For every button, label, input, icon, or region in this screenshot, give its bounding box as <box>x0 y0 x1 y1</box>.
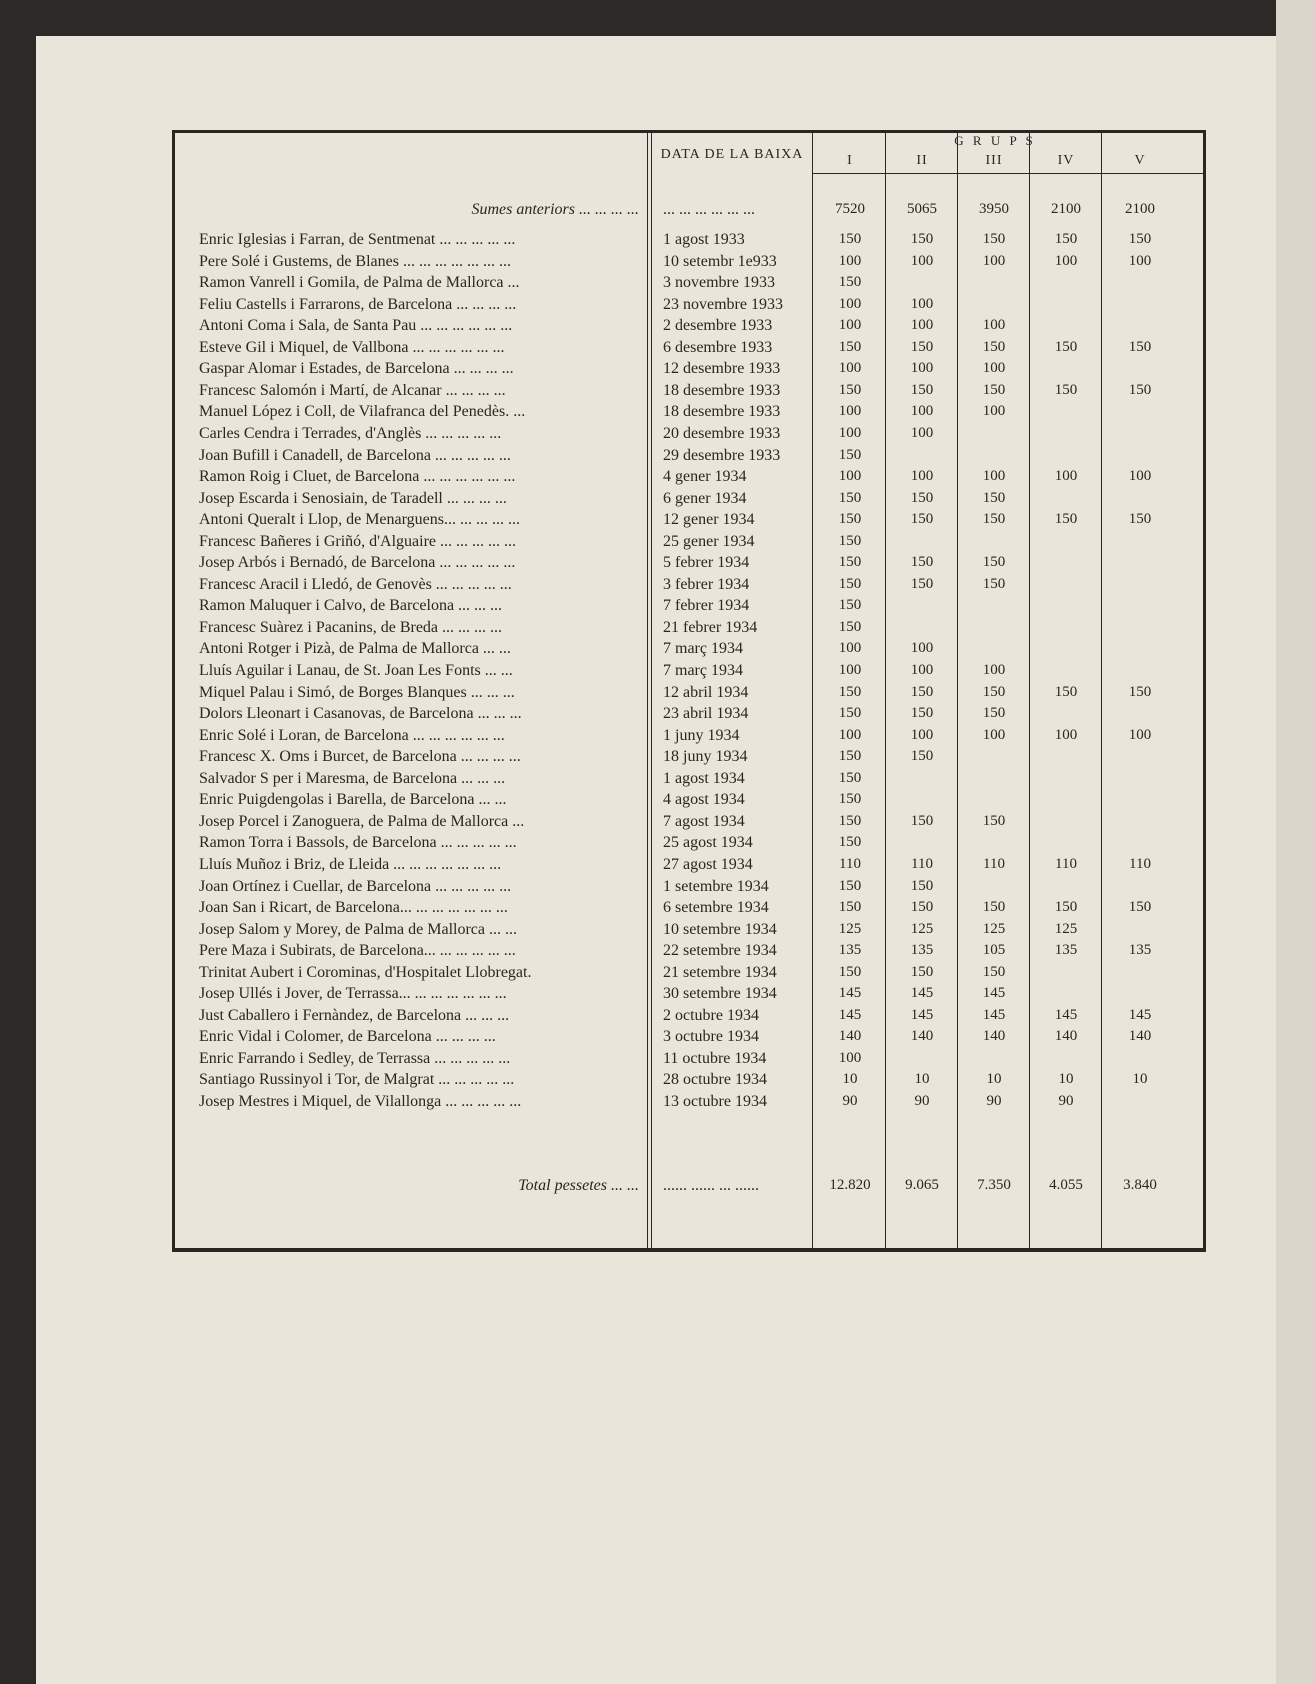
row-name: Pere Maza i Subirats, de Barcelona... ... ... ... ... ... <box>199 942 516 960</box>
row-date: 1 setembre 1934 <box>663 877 769 895</box>
row-value-group-1: 145 <box>838 985 862 1002</box>
row-name: Joan Bufill i Canadell, de Barcelona ... ... ... ... ... <box>199 446 511 464</box>
group-header-i: I <box>847 153 853 168</box>
group-header-iv: IV <box>1057 153 1075 168</box>
row-name: Enric Solé i Loran, de Barcelona ... ... ... ... ... ... <box>199 726 505 744</box>
row-name: Just Caballero i Fernàndez, de Barcelona ... ... ... <box>199 1006 510 1024</box>
row-value-group-3: 150 <box>982 963 1006 980</box>
row-value-group-2: 140 <box>910 1028 934 1045</box>
row-value-group-1: 150 <box>838 705 862 722</box>
row-date: 6 setembre 1934 <box>663 899 769 917</box>
row-name: Lluís Muñoz i Briz, de Lleida ... ... ... ... ... ... ... <box>199 855 502 873</box>
sumes-value: 2100 <box>1051 201 1081 217</box>
total-value: 7.350 <box>977 1177 1011 1193</box>
row-value-group-2: 135 <box>910 942 934 959</box>
row-date: 18 desembre 1933 <box>663 403 781 421</box>
row-date: 1 agost 1934 <box>663 769 745 787</box>
row-value-group-2: 150 <box>910 489 934 506</box>
row-date: 21 febrer 1934 <box>663 618 758 636</box>
row-value-group-4: 145 <box>1054 1006 1078 1023</box>
row-name: Francesc X. Oms i Burcet, de Barcelona ... ... ... ... <box>199 748 521 766</box>
document-page <box>36 36 1276 1684</box>
row-value-group-1: 100 <box>838 726 862 743</box>
row-value-group-4: 110 <box>1055 855 1077 872</box>
table-row <box>175 401 1203 423</box>
row-value-group-1: 10 <box>842 1071 858 1088</box>
row-value-group-4: 150 <box>1054 231 1078 247</box>
table-row <box>175 251 1203 273</box>
row-date: 20 desembre 1933 <box>663 424 781 442</box>
row-value-group-1: 150 <box>838 812 862 829</box>
row-value-group-1: 150 <box>838 618 862 635</box>
row-date: 3 octubre 1934 <box>663 1028 759 1046</box>
row-value-group-3: 145 <box>982 1006 1006 1023</box>
row-value-group-1: 150 <box>838 769 862 786</box>
row-value-group-4: 150 <box>1054 381 1078 398</box>
total-value: 9.065 <box>905 1177 939 1193</box>
row-name: Carles Cendra i Terrades, d'Anglès ... ... ... ... ... <box>199 424 502 442</box>
row-value-group-1: 150 <box>838 554 862 571</box>
row-name: Santiago Russinyol i Tor, de Malgrat ... ... ... ... ... <box>199 1071 515 1089</box>
row-date: 30 setembre 1934 <box>663 985 777 1003</box>
date-column-header: DATA DE LA BAIXA <box>660 147 804 162</box>
table-row <box>175 509 1203 531</box>
table-row <box>175 315 1203 337</box>
table-row <box>175 423 1203 445</box>
group-header-ii: II <box>916 153 928 168</box>
row-value-group-1: 100 <box>838 424 862 441</box>
row-value-group-2: 100 <box>910 424 934 441</box>
row-value-group-5: 100 <box>1128 726 1152 743</box>
sumes-value: 3950 <box>979 201 1009 217</box>
row-value-group-2: 150 <box>910 511 934 528</box>
row-name: Miquel Palau i Simó, de Borges Blanques ... ... ... <box>199 683 515 701</box>
table-row <box>175 1026 1203 1048</box>
table-row <box>175 595 1203 617</box>
table-row <box>175 789 1203 811</box>
row-date: 2 octubre 1934 <box>663 1006 759 1024</box>
row-name: Enric Puigdengolas i Barella, de Barcelona ... ... <box>199 791 507 809</box>
row-value-group-1: 100 <box>838 252 862 269</box>
row-value-group-2: 150 <box>910 554 934 571</box>
row-value-group-1: 135 <box>838 942 862 959</box>
row-value-group-1: 150 <box>838 511 862 528</box>
row-value-group-3: 150 <box>982 575 1006 592</box>
row-date: 3 novembre 1933 <box>663 274 775 292</box>
group-header-v: V <box>1134 153 1146 168</box>
row-date: 28 octubre 1934 <box>663 1071 767 1089</box>
row-value-group-3: 150 <box>982 705 1006 722</box>
row-value-group-4: 125 <box>1054 920 1078 937</box>
row-value-group-1: 150 <box>838 748 862 765</box>
row-name: Ramon Maluquer i Calvo, de Barcelona ... ... ... <box>199 597 503 615</box>
row-value-group-2: 10 <box>914 1071 930 1088</box>
row-date: 6 desembre 1933 <box>663 338 773 356</box>
row-value-group-3: 150 <box>982 511 1006 528</box>
row-date: 25 gener 1934 <box>663 532 755 550</box>
row-name: Lluís Aguilar i Lanau, de St. Joan Les Fonts ... ... <box>199 662 513 679</box>
row-value-group-2: 100 <box>910 252 934 269</box>
table-row <box>175 746 1203 768</box>
table-row <box>175 768 1203 790</box>
row-value-group-1: 150 <box>838 381 862 398</box>
row-value-group-2: 150 <box>910 812 934 829</box>
row-value-group-3: 90 <box>986 1093 1002 1109</box>
row-value-group-1: 110 <box>839 855 861 872</box>
row-value-group-1: 150 <box>838 446 862 463</box>
row-value-group-2: 100 <box>910 726 934 743</box>
row-value-group-3: 145 <box>982 985 1006 1002</box>
row-value-group-1: 100 <box>838 317 862 334</box>
row-value-group-2: 110 <box>911 855 933 872</box>
table-row <box>175 445 1203 467</box>
row-value-group-5: 10 <box>1132 1071 1148 1088</box>
table-row <box>175 294 1203 316</box>
row-value-group-2: 100 <box>910 360 934 377</box>
row-value-group-5: 150 <box>1128 231 1152 247</box>
table-row <box>175 380 1203 402</box>
row-value-group-2: 150 <box>910 748 934 765</box>
sumes-value: 7520 <box>835 201 865 217</box>
row-value-group-4: 10 <box>1058 1071 1074 1088</box>
row-value-group-3: 100 <box>982 360 1006 377</box>
row-value-group-3: 125 <box>982 920 1006 937</box>
row-value-group-1: 150 <box>838 834 862 851</box>
row-value-group-3: 100 <box>982 662 1006 678</box>
row-name: Francesc Suàrez i Pacanins, de Breda ... ... ... ... <box>199 618 503 636</box>
row-value-group-4: 135 <box>1054 942 1078 959</box>
table-row <box>175 682 1203 704</box>
row-value-group-3: 150 <box>982 812 1006 829</box>
row-value-group-3: 100 <box>982 726 1006 743</box>
row-value-group-2: 150 <box>910 963 934 980</box>
row-value-group-1: 100 <box>838 403 862 420</box>
row-name: Antoni Coma i Sala, de Santa Pau ... ... ... ... ... ... <box>199 317 513 335</box>
total-value: 3.840 <box>1123 1177 1157 1193</box>
row-value-group-5: 150 <box>1128 511 1152 528</box>
table-row <box>175 1069 1203 1091</box>
row-value-group-3: 10 <box>986 1071 1002 1088</box>
row-name: Pere Solé i Gustems, de Blanes ... ... ... ... ... ... ... <box>199 252 511 270</box>
row-value-group-5: 145 <box>1128 1006 1152 1023</box>
row-value-group-1: 150 <box>838 274 862 291</box>
table-row <box>175 552 1203 574</box>
table-row <box>175 358 1203 380</box>
row-value-group-2: 100 <box>910 468 934 485</box>
row-date: 10 setembr 1e933 <box>663 252 777 270</box>
row-date: 13 octubre 1934 <box>663 1093 767 1110</box>
row-value-group-3: 150 <box>982 683 1006 700</box>
row-name: Josep Ullés i Jover, de Terrassa... ... ... ... ... ... ... <box>199 985 507 1003</box>
row-name: Josep Mestres i Miquel, de Vilallonga ... ... ... ... ... <box>199 1093 522 1110</box>
row-name: Esteve Gil i Miquel, de Vallbona ... ... ... ... ... ... <box>199 338 505 356</box>
grups-header: G R U P S <box>954 133 1036 148</box>
row-value-group-2: 145 <box>910 985 934 1002</box>
row-value-group-2: 100 <box>910 317 934 334</box>
row-value-group-1: 150 <box>838 963 862 980</box>
total-value: 4.055 <box>1049 1177 1083 1193</box>
row-value-group-1: 100 <box>838 640 862 657</box>
row-value-group-3: 140 <box>982 1028 1006 1045</box>
row-value-group-1: 90 <box>842 1093 858 1109</box>
row-date: 1 agost 1933 <box>663 231 745 248</box>
row-date: 23 novembre 1933 <box>663 295 783 313</box>
row-value-group-4: 100 <box>1054 468 1078 485</box>
row-date: 25 agost 1934 <box>663 834 753 852</box>
row-value-group-5: 150 <box>1128 683 1152 700</box>
row-name: Ramon Vanrell i Gomila, de Palma de Mallorca ... <box>199 274 520 292</box>
row-value-group-1: 150 <box>838 899 862 916</box>
row-date: 18 juny 1934 <box>663 748 748 766</box>
row-name: Joan Ortínez i Cuellar, de Barcelona ... ... ... ... ... <box>199 877 512 895</box>
table-row <box>175 1005 1203 1027</box>
row-name: Gaspar Alomar i Estades, de Barcelona ... ... ... ... <box>199 360 514 378</box>
table-row <box>175 1048 1203 1070</box>
row-date: 27 agost 1934 <box>663 855 753 873</box>
row-date: 5 febrer 1934 <box>663 554 750 572</box>
row-value-group-2: 100 <box>910 662 934 678</box>
row-date: 11 octubre 1934 <box>663 1049 767 1067</box>
row-value-group-2: 150 <box>910 899 934 916</box>
table-row <box>175 703 1203 725</box>
row-name: Josep Salom y Morey, de Palma de Mallorca ... ... <box>199 920 518 938</box>
row-value-group-1: 150 <box>838 338 862 355</box>
sumes-date: ... ... ... ... ... ... <box>663 201 755 218</box>
table-row <box>175 725 1203 747</box>
row-date: 21 setembre 1934 <box>663 963 777 981</box>
row-name: Ramon Torra i Bassols, de Barcelona ... ... ... ... ... <box>199 834 517 852</box>
row-value-group-4: 90 <box>1058 1093 1074 1109</box>
row-date: 18 desembre 1933 <box>663 381 781 399</box>
row-date: 7 febrer 1934 <box>663 597 750 615</box>
row-value-group-4: 150 <box>1054 899 1078 916</box>
row-name: Francesc Salomón i Martí, de Alcanar ... ... ... ... <box>199 381 506 399</box>
row-date: 22 setembre 1934 <box>663 942 777 960</box>
row-date: 7 agost 1934 <box>663 812 745 830</box>
sumes-label: Sumes anteriors ... ... ... ... <box>471 201 639 218</box>
row-value-group-5: 150 <box>1128 338 1152 355</box>
total-value: 12.820 <box>829 1177 871 1193</box>
row-value-group-4: 150 <box>1054 683 1078 700</box>
row-name: Francesc Bañeres i Griñó, d'Alguaire ... ... ... ... ... <box>199 532 517 550</box>
row-value-group-3: 150 <box>982 554 1006 571</box>
group-header-iii: III <box>985 153 1003 168</box>
row-value-group-4: 100 <box>1054 252 1078 269</box>
row-date: 12 gener 1934 <box>663 511 755 529</box>
row-value-group-4: 140 <box>1054 1028 1078 1045</box>
sumes-row <box>175 199 1203 221</box>
row-value-group-2: 100 <box>910 640 934 657</box>
table-row <box>175 832 1203 854</box>
row-value-group-3: 105 <box>982 942 1006 959</box>
row-value-group-2: 150 <box>910 877 934 894</box>
row-value-group-3: 100 <box>982 317 1006 334</box>
table-row <box>175 962 1203 984</box>
sumes-value: 2100 <box>1125 201 1155 217</box>
table-row <box>175 940 1203 962</box>
header-rule <box>812 173 1203 174</box>
table-row <box>175 1091 1203 1113</box>
row-value-group-2: 150 <box>910 705 934 722</box>
row-value-group-2: 145 <box>910 1006 934 1023</box>
total-label: Total pessetes ... ... <box>518 1177 639 1194</box>
row-value-group-1: 150 <box>838 791 862 808</box>
row-value-group-1: 150 <box>838 683 862 700</box>
row-name: Josep Escarda i Senosiain, de Taradell ... ... ... ... <box>199 489 507 507</box>
row-date: 4 gener 1934 <box>663 468 747 486</box>
row-name: Feliu Castells i Farrarons, de Barcelona ... ... ... ... <box>199 295 517 313</box>
row-value-group-3: 110 <box>983 855 1005 872</box>
sumes-value: 5065 <box>907 201 937 217</box>
row-date: 4 agost 1934 <box>663 791 745 809</box>
total-date: ...... ...... ... ...... <box>663 1177 759 1194</box>
row-name: Antoni Queralt i Llop, de Menarguens... ... ... ... ... <box>199 511 520 529</box>
row-date: 12 desembre 1933 <box>663 360 781 378</box>
row-value-group-4: 150 <box>1054 511 1078 528</box>
table-row <box>175 983 1203 1005</box>
row-value-group-2: 100 <box>910 403 934 420</box>
row-value-group-4: 100 <box>1054 726 1078 743</box>
row-name: Enric Farrando i Sedley, de Terrassa ... ... ... ... ... <box>199 1049 511 1067</box>
row-name: Josep Porcel i Zanoguera, de Palma de Mallorca ... <box>199 812 525 830</box>
row-date: 12 abril 1934 <box>663 683 749 701</box>
row-value-group-4: 150 <box>1054 338 1078 355</box>
row-value-group-3: 150 <box>982 231 1006 247</box>
table-row <box>175 488 1203 510</box>
row-name: Ramon Roig i Cluet, de Barcelona ... ... ... ... ... ... <box>199 468 516 486</box>
row-date: 3 febrer 1934 <box>663 575 750 593</box>
row-value-group-1: 150 <box>838 575 862 592</box>
row-name: Antoni Rotger i Pizà, de Palma de Mallorca ... ... <box>199 640 511 658</box>
table-row <box>175 337 1203 359</box>
row-name: Enric Vidal i Colomer, de Barcelona ... ... ... ... <box>199 1028 496 1046</box>
table-row <box>175 466 1203 488</box>
table-row <box>175 660 1203 682</box>
table-row <box>175 811 1203 833</box>
table-row <box>175 617 1203 639</box>
row-name: Salvador S per i Maresma, de Barcelona ... ... ... <box>199 769 506 787</box>
row-date: 1 juny 1934 <box>663 726 740 744</box>
row-name: Francesc Aracil i Lledó, de Genovès ... ... ... ... ... <box>199 575 512 593</box>
row-value-group-5: 100 <box>1128 468 1152 485</box>
row-value-group-2: 90 <box>914 1093 930 1109</box>
row-value-group-1: 100 <box>838 1049 862 1066</box>
row-value-group-3: 100 <box>982 252 1006 269</box>
row-value-group-2: 150 <box>910 575 934 592</box>
row-value-group-1: 100 <box>838 662 862 678</box>
row-value-group-1: 100 <box>838 295 862 312</box>
row-value-group-2: 125 <box>910 920 934 937</box>
row-value-group-2: 150 <box>910 381 934 398</box>
row-value-group-1: 145 <box>838 1006 862 1023</box>
row-value-group-3: 150 <box>982 489 1006 506</box>
row-value-group-3: 150 <box>982 899 1006 916</box>
row-value-group-3: 150 <box>982 338 1006 355</box>
row-value-group-5: 150 <box>1128 899 1152 916</box>
row-date: 7 març 1934 <box>663 662 743 679</box>
row-date: 7 març 1934 <box>663 640 743 658</box>
row-value-group-1: 100 <box>838 360 862 377</box>
row-value-group-1: 140 <box>838 1028 862 1045</box>
row-name: Joan San i Ricart, de Barcelona... ... ... ... ... ... ... <box>199 899 508 917</box>
row-value-group-2: 150 <box>910 338 934 355</box>
row-value-group-1: 100 <box>838 468 862 485</box>
row-value-group-5: 135 <box>1128 942 1152 959</box>
row-value-group-5: 140 <box>1128 1028 1152 1045</box>
table-row <box>175 897 1203 919</box>
row-value-group-2: 150 <box>910 683 934 700</box>
table-row <box>175 854 1203 876</box>
row-date: 2 desembre 1933 <box>663 317 773 335</box>
row-name: Manuel López i Coll, de Vilafranca del Penedès. ... <box>199 403 526 421</box>
row-name: Enric Iglesias i Farran, de Sentmenat ... ... ... ... ... <box>199 231 516 248</box>
row-value-group-3: 100 <box>982 403 1006 420</box>
table-row <box>175 531 1203 553</box>
table-row <box>175 638 1203 660</box>
row-value-group-3: 100 <box>982 468 1006 485</box>
table-row <box>175 919 1203 941</box>
row-name: Dolors Lleonart i Casanovas, de Barcelona ... ... ... <box>199 705 522 723</box>
table-row <box>175 272 1203 294</box>
row-value-group-1: 125 <box>838 920 862 937</box>
row-value-group-3: 150 <box>982 381 1006 398</box>
table-row <box>175 574 1203 596</box>
row-value-group-1: 150 <box>838 532 862 549</box>
row-date: 6 gener 1934 <box>663 489 747 507</box>
baixes-table <box>172 130 1206 1252</box>
row-value-group-2: 150 <box>910 231 934 247</box>
row-value-group-1: 150 <box>838 231 862 247</box>
row-value-group-1: 150 <box>838 877 862 894</box>
row-value-group-1: 150 <box>838 597 862 614</box>
row-value-group-1: 150 <box>838 489 862 506</box>
adjacent-page-edge <box>1276 0 1315 1684</box>
table-row <box>175 876 1203 898</box>
table-row <box>175 229 1203 251</box>
row-value-group-2: 100 <box>910 295 934 312</box>
row-name: Trinitat Aubert i Corominas, d'Hospitalet Llobregat. <box>199 963 532 981</box>
row-value-group-5: 110 <box>1129 855 1151 872</box>
row-date: 23 abril 1934 <box>663 705 749 723</box>
row-value-group-5: 150 <box>1128 381 1152 398</box>
row-name: Josep Arbós i Bernadó, de Barcelona ... ... ... ... ... <box>199 554 516 572</box>
row-value-group-5: 100 <box>1128 252 1152 269</box>
row-date: 10 setembre 1934 <box>663 920 777 938</box>
row-date: 29 desembre 1933 <box>663 446 781 464</box>
